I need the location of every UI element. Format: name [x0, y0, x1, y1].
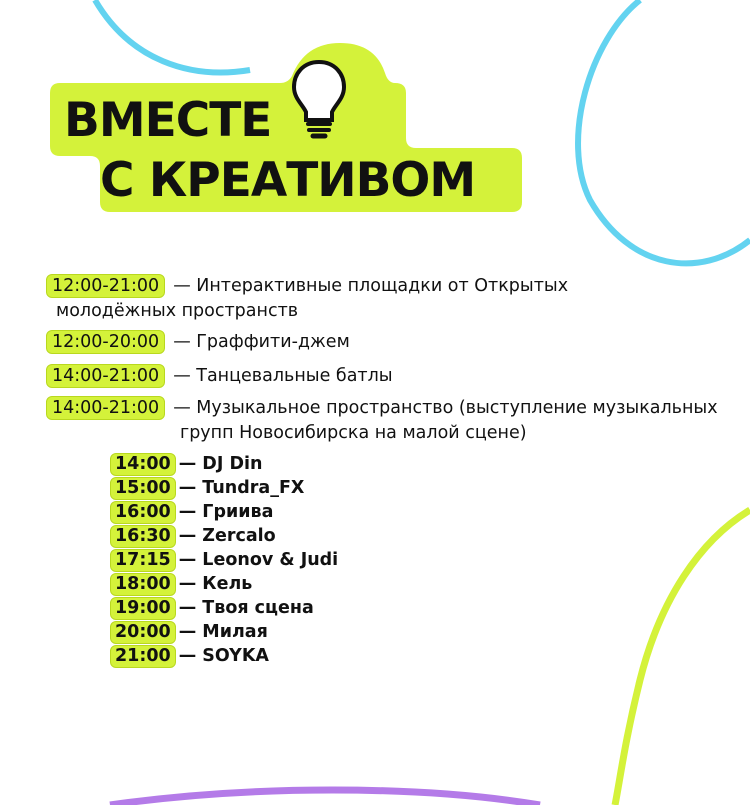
- time-badge: 19:00: [110, 597, 176, 620]
- performer-name: — DJ Din: [178, 454, 263, 474]
- performer-name: — Zercalo: [178, 526, 276, 546]
- time-badge: 12:00-20:00: [46, 330, 165, 354]
- performer-row: [110, 476, 338, 500]
- performer-row: [110, 644, 338, 668]
- purple-curve: [110, 790, 540, 805]
- time-badge: 14:00-21:00: [46, 364, 165, 388]
- performer-row: [110, 620, 338, 644]
- time-badge: 12:00-21:00: [46, 274, 165, 298]
- performer-row: [110, 548, 338, 572]
- performer-name: — Leonov & Judi: [178, 550, 339, 570]
- performer-row: [110, 524, 338, 548]
- logo-line-2: С КРЕАТИВОМ: [100, 153, 476, 208]
- performer-row: [110, 500, 338, 524]
- performer-name: — Tundra_FX: [178, 478, 305, 498]
- time-badge: 14:00-21:00: [46, 396, 165, 420]
- performer-row: [110, 452, 338, 476]
- blue-curve-right: [578, 0, 750, 263]
- performer-name: — Твоя сцена: [178, 598, 314, 618]
- schedule-text-cont: групп Новосибирска на малой сцене): [180, 423, 527, 443]
- performer-name: — Кель: [178, 574, 253, 594]
- schedule-item: [46, 274, 606, 324]
- schedule-item: [46, 330, 350, 355]
- time-badge: 16:00: [110, 501, 176, 524]
- schedule-item: [46, 364, 393, 389]
- time-badge: 20:00: [110, 621, 176, 644]
- schedule-text: — Танцевальные батлы: [173, 366, 393, 386]
- performer-name: — Милая: [178, 622, 268, 642]
- lime-curve: [615, 510, 750, 805]
- schedule-text: — Граффити-джем: [173, 332, 350, 352]
- schedule-text-cont: молодёжных пространств: [56, 301, 299, 321]
- performer-list: [110, 452, 338, 668]
- lightbulb-icon: [290, 58, 348, 142]
- time-badge: 16:30: [110, 525, 176, 548]
- performer-name: — SOYKA: [178, 646, 269, 666]
- time-badge: 17:15: [110, 549, 176, 572]
- logo-line-1: ВМЕСТЕ: [64, 93, 272, 148]
- schedule-text: — Музыкальное пространство (выступление музыкальных: [173, 398, 718, 418]
- time-badge: 18:00: [110, 573, 176, 596]
- performer-row: [110, 572, 338, 596]
- time-badge: 21:00: [110, 645, 176, 668]
- schedule-text: — Интерактивные площадки от Открытых: [173, 276, 569, 296]
- schedule-item: [46, 396, 736, 446]
- performer-name: — Гриива: [178, 502, 274, 522]
- performer-row: [110, 596, 338, 620]
- time-badge: 15:00: [110, 477, 176, 500]
- time-badge: 14:00: [110, 453, 176, 476]
